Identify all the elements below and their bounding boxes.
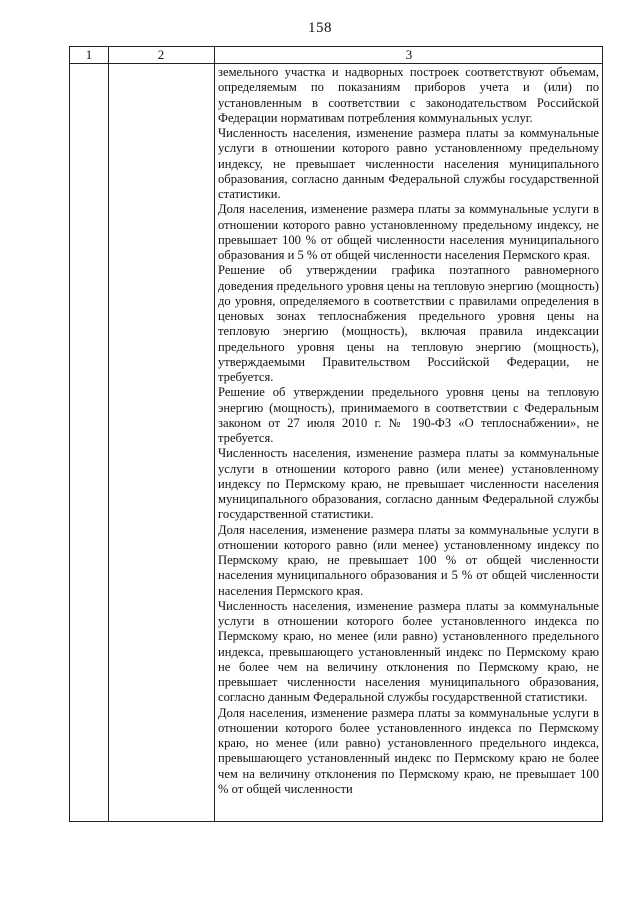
paragraph-population-count-limit: Численность населения, изменение размера платы за коммунальные услуги в отношении которого равно установленному предельному индексу, не превышает численности населения муниципального образования, согласно данным Федеральной службы государственной статистики. [218,126,599,201]
paragraph-population-share-above-index: Доля населения, изменение размера платы за коммунальные услуги в отношении которого более установленного индекса по Пермскому краю, но менее (или равно) установленного предельного индекса, превышающего установленный индекс по Пермскому краю не более чем на величину отклонения по Пермскому краю, не превышает 100 % от общей численности [218,705,599,796]
paragraph-heat-price-decision: Решение об утверждении предельного уровня цены на тепловую энергию (мощность), принимаемого в соответствии с Федеральным законом от 27 июля 2010 г. № 190-ФЗ «О теплоснабжении», не требуется. [218,385,599,445]
column-header-3: 3 [405,47,413,62]
paragraph-heat-price-schedule: Решение об утверждении графика поэтапного равномерного доведения предельного уровня цены на тепловую энергию (мощность) до уровня, определяемого в соответствии с правилами определения в ценовых зонах теплоснабжения предельного уровня цены на тепловую энергию (мощность), включая правила индексации предельного уровня цены на тепловую энергию (мощность), утверждаемыми Правительством Российской Федерации, не требуется. [218,263,599,384]
paragraph-continuation: земельного участка и надворных построек соответствуют объемам, определяемым по показаниям приборов учета и (или) по установленным в соответствии с законодательством Российской Федерации нормативам потребления коммунальных услуг. [218,65,599,125]
paragraph-population-count-above-index: Численность населения, изменение размера платы за коммунальные услуги в отношении которого более установленного индекса по Пермскому краю, но менее (или равно) установленного предельного индекса, превышающего установленный индекс по Пермскому краю не более чем на величину отклонения по Пермскому краю, не превышает численности населения муниципального образования, согласно данным Федеральной службы государственной статистики. [218,598,599,705]
column-divider-2 [214,47,215,821]
paragraph-population-share-limit: Доля населения, изменение размера платы за коммунальные услуги в отношении которого равно установленному предельному индексу, не превышает 100 % от общей численности населения муниципального образования и 5 % от общей численности населения Пермского края. [218,202,599,262]
paragraph-population-count-regional-index: Численность населения, изменение размера платы за коммунальные услуги в отношении которого равно (или менее) установленному индексу по Пермскому краю, не превышает численности населения муниципального образования, согласно данным Федеральной службы государственной статистики. [218,446,599,522]
paragraph-population-share-regional-index: Доля населения, изменение размера платы за коммунальные услуги в отношении которого равно (или менее) установленному индексу по Пермскому краю, не превышает 100 % от общей численности населения муниципального образования и 5 % от общей численности населения Пермского края. [218,522,599,598]
column-header-1: 1 [85,47,93,62]
column-header-2: 2 [157,47,165,62]
column-3-content [218,65,599,797]
page-number: 158 [308,20,332,36]
header-row-divider [70,63,602,64]
column-divider-1 [108,47,109,821]
document-table [69,46,603,822]
